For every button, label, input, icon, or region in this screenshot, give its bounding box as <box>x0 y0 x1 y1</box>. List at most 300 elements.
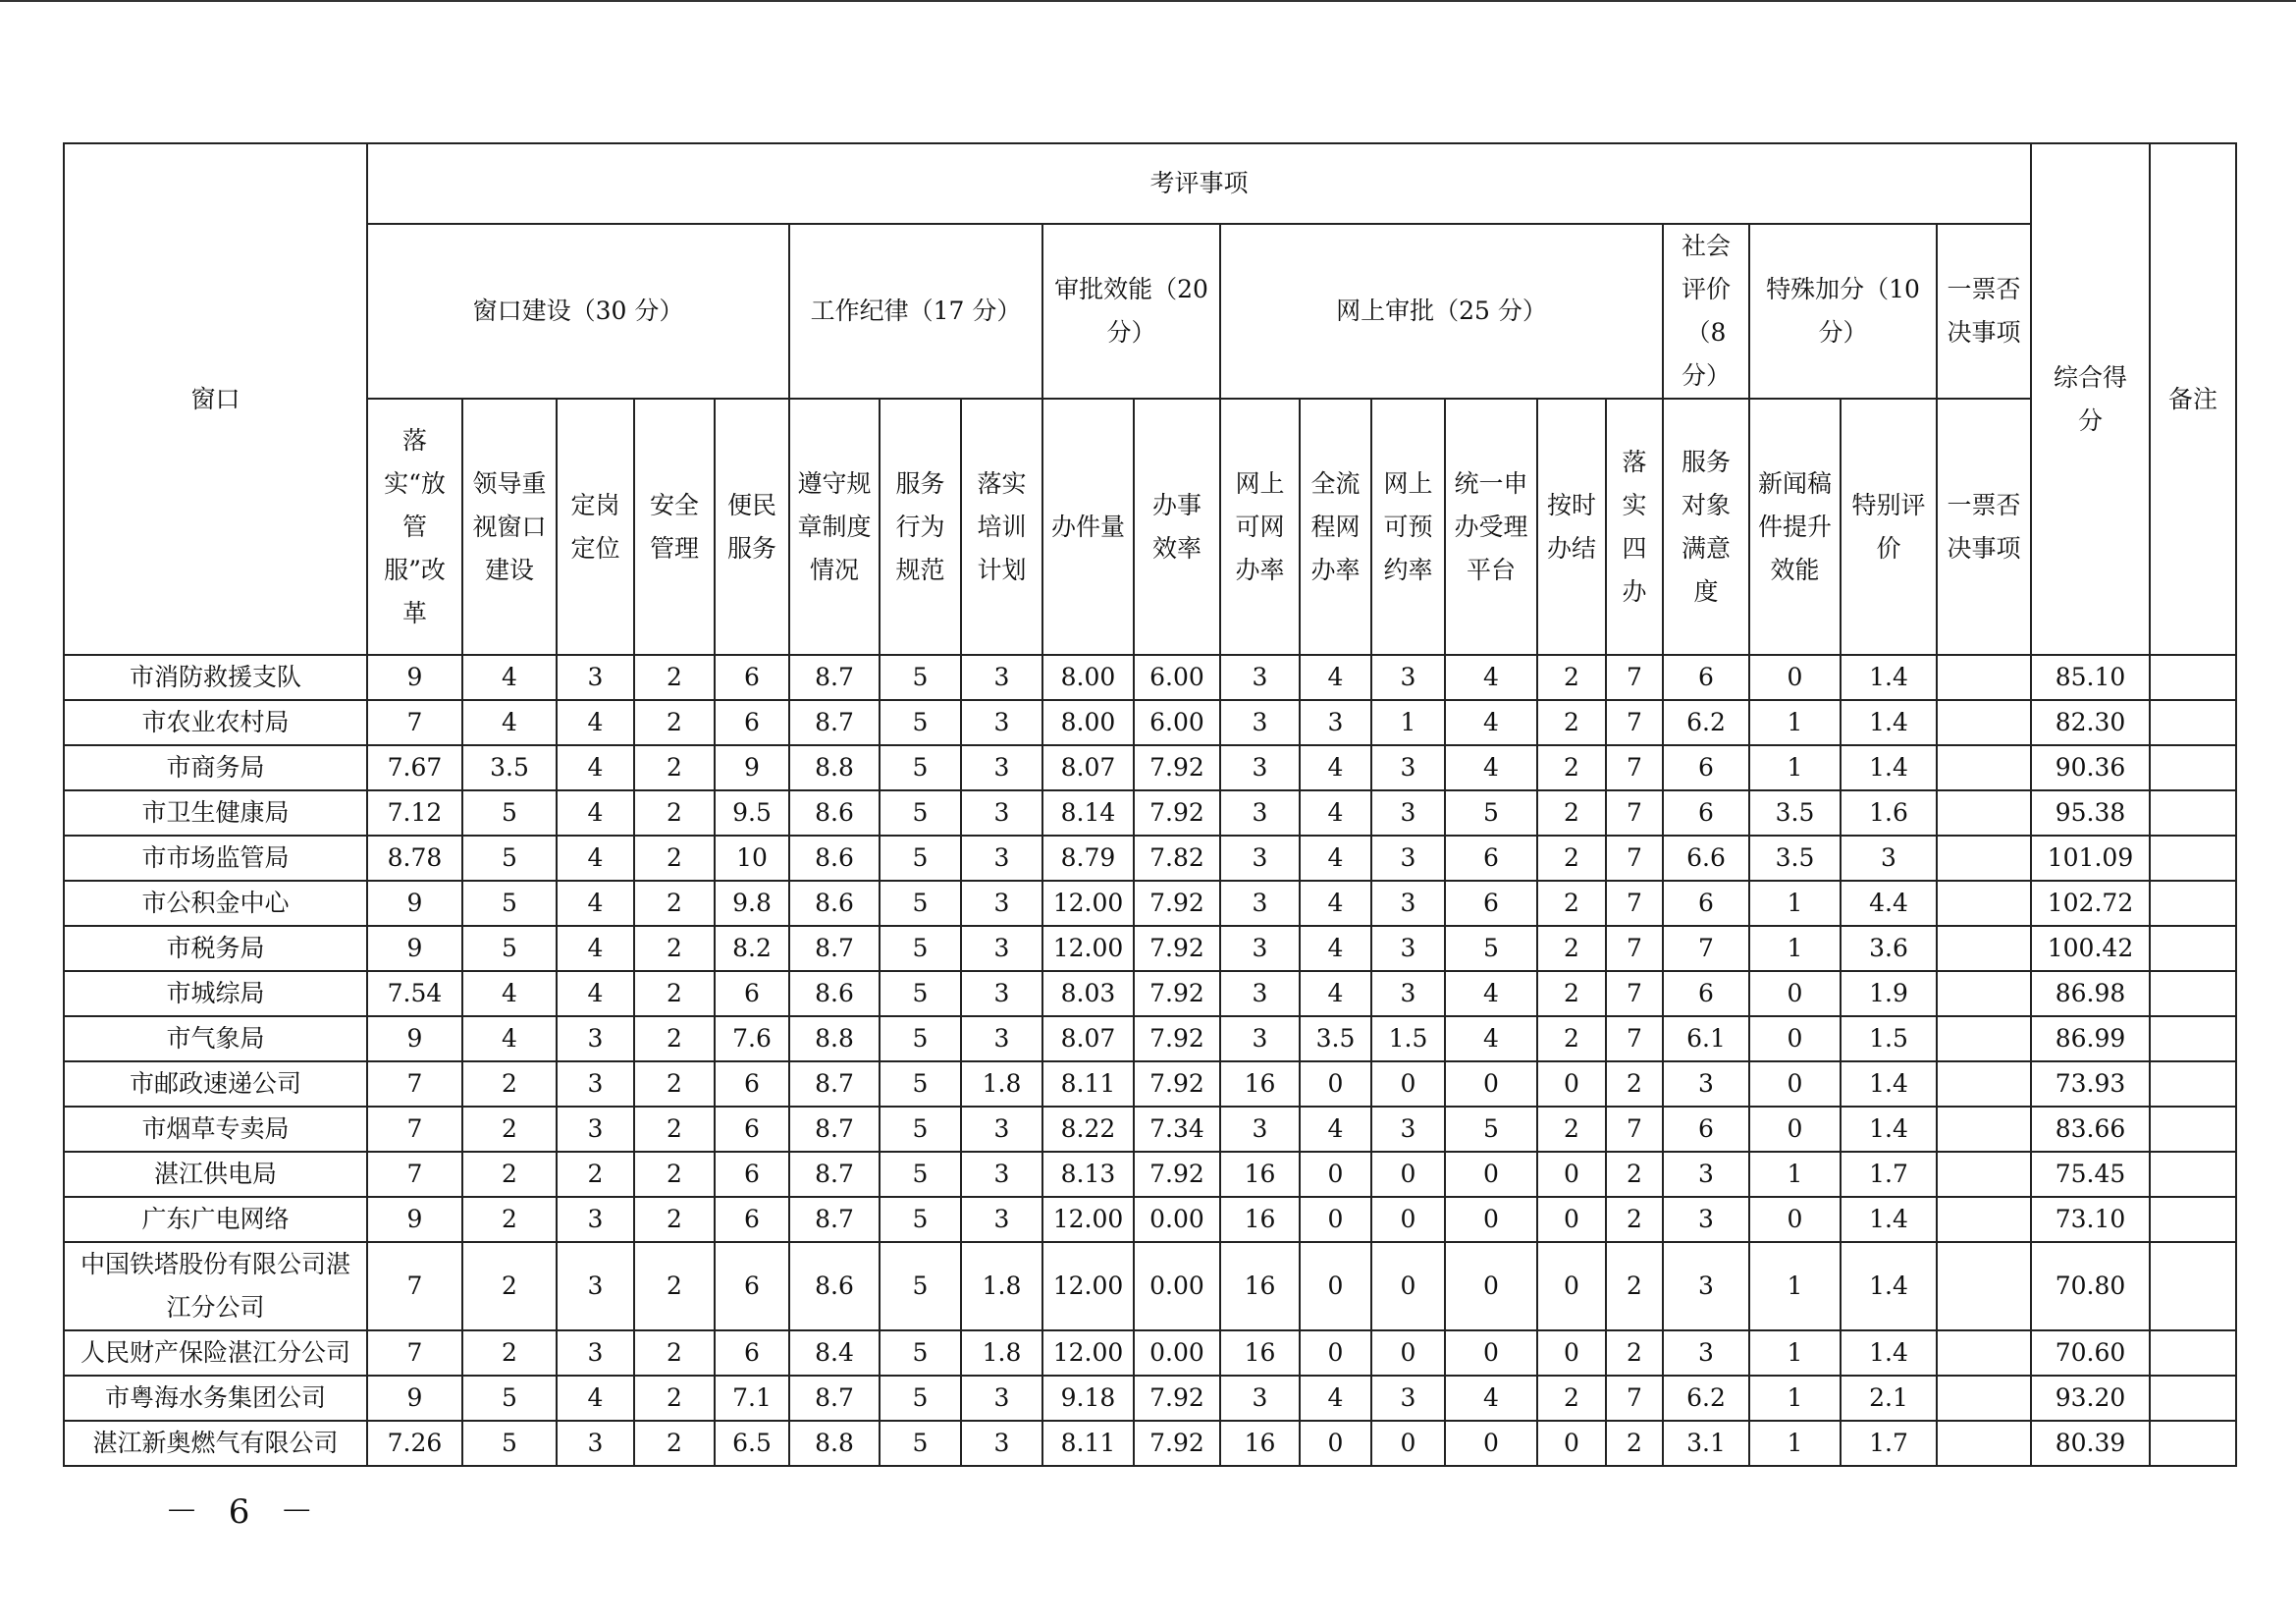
table-row <box>64 790 2236 836</box>
score-cell: 0.00 <box>1134 1242 1220 1330</box>
score-cell: 0 <box>1371 1242 1445 1330</box>
score-cell: 0 <box>1371 1330 1445 1376</box>
table-row <box>64 881 2236 926</box>
score-cell: 7 <box>1606 926 1663 971</box>
score-cell: 2 <box>634 655 715 700</box>
score-cell: 1.5 <box>1371 1016 1445 1061</box>
score-cell: 5 <box>880 836 961 881</box>
score-cell: 0 <box>1537 1242 1606 1330</box>
score-cell: 8.22 <box>1042 1107 1134 1152</box>
score-cell: 5 <box>880 1152 961 1197</box>
column-header: 特别评价 <box>1841 399 1937 655</box>
score-cell <box>1937 1016 2031 1061</box>
score-cell: 2 <box>1606 1061 1663 1107</box>
column-header: 全流程网办率 <box>1300 399 1371 655</box>
score-cell: 3 <box>1220 1376 1300 1421</box>
score-cell <box>1937 1330 2031 1376</box>
composite-score-cell: 93.20 <box>2031 1376 2150 1421</box>
score-cell: 2 <box>634 926 715 971</box>
score-cell: 4 <box>1300 790 1371 836</box>
score-cell: 5 <box>880 700 961 745</box>
score-cell: 12.00 <box>1042 1330 1134 1376</box>
score-cell: 12.00 <box>1042 881 1134 926</box>
score-cell: 5 <box>462 1376 557 1421</box>
page-number: － 6 － <box>165 1492 324 1532</box>
score-cell: 4 <box>1300 836 1371 881</box>
score-cell: 0 <box>1300 1152 1371 1197</box>
score-cell: 7 <box>1606 971 1663 1016</box>
score-cell: 8.03 <box>1042 971 1134 1016</box>
header-composite-score: 综合得分 <box>2031 143 2150 655</box>
score-cell: 2 <box>634 836 715 881</box>
score-cell: 3 <box>557 1197 634 1242</box>
score-cell: 2 <box>634 1197 715 1242</box>
remark-cell <box>2150 745 2236 790</box>
score-cell: 2 <box>634 1152 715 1197</box>
remark-cell <box>2150 1376 2236 1421</box>
row-window-name: 市农业农村局 <box>64 700 367 745</box>
score-cell: 1 <box>1749 1376 1841 1421</box>
score-cell: 2 <box>1537 926 1606 971</box>
score-cell: 4 <box>1300 1376 1371 1421</box>
score-cell: 6 <box>1663 881 1749 926</box>
score-cell: 6.1 <box>1663 1016 1749 1061</box>
score-cell: 16 <box>1220 1242 1300 1330</box>
header-window: 窗口 <box>64 143 367 655</box>
score-cell: 3 <box>961 926 1042 971</box>
score-cell: 7.34 <box>1134 1107 1220 1152</box>
score-cell: 2 <box>462 1152 557 1197</box>
score-cell: 3 <box>961 881 1042 926</box>
score-cell: 3 <box>1371 926 1445 971</box>
score-cell <box>1937 926 2031 971</box>
group-header-special-bonus: 特殊加分（10 分） <box>1749 224 1937 399</box>
score-cell: 3 <box>1663 1242 1749 1330</box>
score-cell: 2 <box>1537 836 1606 881</box>
score-cell: 3 <box>557 1107 634 1152</box>
score-cell: 4 <box>1445 745 1537 790</box>
table-row <box>64 1330 2236 1376</box>
score-cell: 3 <box>1220 655 1300 700</box>
header-row-1 <box>64 143 2236 224</box>
score-cell: 7 <box>1663 926 1749 971</box>
table-row <box>64 700 2236 745</box>
score-cell: 2 <box>557 1152 634 1197</box>
score-cell: 2 <box>634 1061 715 1107</box>
score-cell: 16 <box>1220 1197 1300 1242</box>
score-cell: 2 <box>634 1016 715 1061</box>
score-cell: 0 <box>1445 1330 1537 1376</box>
score-cell: 2 <box>462 1107 557 1152</box>
column-header: 便民服务 <box>715 399 789 655</box>
score-cell: 0 <box>1300 1242 1371 1330</box>
column-header: 新闻稿件提升效能 <box>1749 399 1841 655</box>
score-cell: 4 <box>462 700 557 745</box>
header-evaluation-items: 考评事项 <box>367 143 2031 224</box>
table-row <box>64 1197 2236 1242</box>
remark-cell <box>2150 881 2236 926</box>
composite-score-cell: 101.09 <box>2031 836 2150 881</box>
column-header: 办件量 <box>1042 399 1134 655</box>
score-cell: 3 <box>1220 881 1300 926</box>
score-cell: 1.4 <box>1841 745 1937 790</box>
score-cell <box>1937 1242 2031 1330</box>
score-cell: 0 <box>1537 1421 1606 1466</box>
score-cell: 8.2 <box>715 926 789 971</box>
score-cell: 5 <box>880 1376 961 1421</box>
score-cell <box>1937 1421 2031 1466</box>
table-row <box>64 926 2236 971</box>
score-cell: 0 <box>1537 1197 1606 1242</box>
score-cell <box>1937 745 2031 790</box>
score-cell: 3 <box>961 745 1042 790</box>
score-cell: 4 <box>557 881 634 926</box>
score-cell: 4 <box>557 926 634 971</box>
score-cell <box>1937 1061 2031 1107</box>
row-window-name: 市烟草专卖局 <box>64 1107 367 1152</box>
row-window-name: 市气象局 <box>64 1016 367 1061</box>
column-header: 落实四办 <box>1606 399 1663 655</box>
score-cell: 6 <box>715 971 789 1016</box>
score-cell <box>1937 881 2031 926</box>
row-window-name: 广东广电网络 <box>64 1197 367 1242</box>
score-cell: 1.4 <box>1841 1107 1937 1152</box>
score-cell: 8.4 <box>789 1330 880 1376</box>
remark-cell <box>2150 971 2236 1016</box>
score-cell: 3 <box>1371 836 1445 881</box>
score-cell: 9.8 <box>715 881 789 926</box>
score-cell: 2 <box>1537 971 1606 1016</box>
score-cell: 4 <box>557 1376 634 1421</box>
score-cell: 8.7 <box>789 700 880 745</box>
page-top-rule <box>0 0 2296 2</box>
score-cell: 4 <box>1445 1016 1537 1061</box>
column-header: 网上可网办率 <box>1220 399 1300 655</box>
score-cell: 6 <box>1663 745 1749 790</box>
composite-score-cell: 73.93 <box>2031 1061 2150 1107</box>
score-cell: 3 <box>557 1016 634 1061</box>
remark-cell <box>2150 1242 2236 1330</box>
score-cell: 16 <box>1220 1421 1300 1466</box>
score-cell: 2 <box>634 1330 715 1376</box>
score-cell: 7 <box>1606 745 1663 790</box>
score-cell: 7 <box>367 1061 462 1107</box>
score-cell: 1 <box>1749 881 1841 926</box>
score-cell: 4 <box>1445 971 1537 1016</box>
score-cell: 2 <box>1537 790 1606 836</box>
score-cell: 16 <box>1220 1061 1300 1107</box>
score-cell: 2 <box>1606 1421 1663 1466</box>
score-cell: 6 <box>715 1107 789 1152</box>
score-cell: 2 <box>634 790 715 836</box>
score-cell: 9 <box>367 655 462 700</box>
score-cell: 7.92 <box>1134 1061 1220 1107</box>
score-cell: 2 <box>634 1376 715 1421</box>
score-cell: 3 <box>961 700 1042 745</box>
score-cell: 3 <box>961 971 1042 1016</box>
score-cell: 9.5 <box>715 790 789 836</box>
composite-score-cell: 100.42 <box>2031 926 2150 971</box>
score-cell: 6 <box>1445 836 1537 881</box>
score-cell: 3 <box>1371 1107 1445 1152</box>
score-cell: 3 <box>1371 790 1445 836</box>
score-cell: 12.00 <box>1042 1197 1134 1242</box>
score-cell: 5 <box>880 1197 961 1242</box>
score-cell: 0 <box>1749 1197 1841 1242</box>
score-cell: 9 <box>367 881 462 926</box>
score-cell: 3 <box>1371 655 1445 700</box>
score-cell: 1.6 <box>1841 790 1937 836</box>
score-cell: 2 <box>1606 1197 1663 1242</box>
score-cell: 3 <box>1220 1107 1300 1152</box>
score-cell: 0 <box>1537 1330 1606 1376</box>
score-cell: 7.92 <box>1134 790 1220 836</box>
score-cell: 4 <box>1445 700 1537 745</box>
score-cell: 8.8 <box>789 745 880 790</box>
group-header-veto-items: 一票否决事项 <box>1937 224 2031 399</box>
score-cell: 6.2 <box>1663 700 1749 745</box>
score-cell: 8.7 <box>789 1061 880 1107</box>
column-header: 落实“放管服”改革 <box>367 399 462 655</box>
score-cell: 7 <box>367 1107 462 1152</box>
row-window-name: 中国铁塔股份有限公司湛江分公司 <box>64 1242 367 1330</box>
score-cell: 0 <box>1749 655 1841 700</box>
table-row <box>64 1061 2236 1107</box>
evaluation-score-table <box>63 142 2237 1467</box>
score-cell: 2 <box>462 1061 557 1107</box>
score-cell: 0 <box>1300 1330 1371 1376</box>
score-cell: 0 <box>1749 1061 1841 1107</box>
column-header: 统一申办受理平台 <box>1445 399 1537 655</box>
score-cell: 6 <box>1663 971 1749 1016</box>
score-cell: 8.7 <box>789 655 880 700</box>
score-cell: 10 <box>715 836 789 881</box>
score-cell: 4 <box>1300 926 1371 971</box>
score-cell: 0 <box>1445 1242 1537 1330</box>
score-cell: 3.5 <box>1749 836 1841 881</box>
score-cell: 0 <box>1371 1197 1445 1242</box>
remark-cell <box>2150 1197 2236 1242</box>
table-row <box>64 655 2236 700</box>
score-cell: 4 <box>1300 745 1371 790</box>
score-cell: 7 <box>1606 790 1663 836</box>
score-cell: 8.8 <box>789 1016 880 1061</box>
remark-cell <box>2150 700 2236 745</box>
table-row <box>64 1152 2236 1197</box>
score-cell: 0 <box>1749 971 1841 1016</box>
score-cell: 3 <box>961 836 1042 881</box>
score-cell: 7.92 <box>1134 1421 1220 1466</box>
score-cell: 2 <box>1537 655 1606 700</box>
remark-cell <box>2150 1152 2236 1197</box>
column-header: 领导重视窗口建设 <box>462 399 557 655</box>
remark-cell <box>2150 655 2236 700</box>
score-cell: 3 <box>961 1197 1042 1242</box>
score-cell: 5 <box>880 1016 961 1061</box>
score-cell: 1 <box>1749 926 1841 971</box>
score-cell: 0 <box>1445 1421 1537 1466</box>
score-cell: 7 <box>367 1152 462 1197</box>
score-cell: 1.4 <box>1841 1197 1937 1242</box>
score-cell: 7 <box>367 1242 462 1330</box>
score-cell: 7.92 <box>1134 926 1220 971</box>
score-cell: 5 <box>880 655 961 700</box>
score-cell: 4.4 <box>1841 881 1937 926</box>
row-window-name: 市消防救援支队 <box>64 655 367 700</box>
row-window-name: 市商务局 <box>64 745 367 790</box>
score-cell: 3.1 <box>1663 1421 1749 1466</box>
score-cell: 4 <box>462 971 557 1016</box>
score-cell: 7.6 <box>715 1016 789 1061</box>
score-cell: 7.67 <box>367 745 462 790</box>
score-cell: 2 <box>634 881 715 926</box>
score-cell: 1.7 <box>1841 1421 1937 1466</box>
score-cell: 4 <box>462 655 557 700</box>
remark-cell <box>2150 1061 2236 1107</box>
score-cell: 7 <box>1606 836 1663 881</box>
score-cell: 4 <box>1445 655 1537 700</box>
score-cell: 6 <box>715 1330 789 1376</box>
score-cell: 3 <box>1220 836 1300 881</box>
score-cell: 8.11 <box>1042 1421 1134 1466</box>
score-cell <box>1937 700 2031 745</box>
score-cell: 2 <box>634 1107 715 1152</box>
score-cell: 8.6 <box>789 790 880 836</box>
score-cell: 8.8 <box>789 1421 880 1466</box>
score-cell: 9 <box>715 745 789 790</box>
score-cell: 2.1 <box>1841 1376 1937 1421</box>
score-cell: 1 <box>1749 745 1841 790</box>
score-cell: 5 <box>462 926 557 971</box>
column-header: 服务对象满意度 <box>1663 399 1749 655</box>
score-cell: 2 <box>634 700 715 745</box>
column-header: 网上可预约率 <box>1371 399 1445 655</box>
score-cell <box>1937 1197 2031 1242</box>
score-cell: 9 <box>367 1376 462 1421</box>
table-row <box>64 1242 2236 1330</box>
score-cell: 8.6 <box>789 971 880 1016</box>
score-cell: 7.82 <box>1134 836 1220 881</box>
column-header: 定岗定位 <box>557 399 634 655</box>
score-cell: 7 <box>367 1330 462 1376</box>
score-cell <box>1937 836 2031 881</box>
composite-score-cell: 95.38 <box>2031 790 2150 836</box>
composite-score-cell: 83.66 <box>2031 1107 2150 1152</box>
composite-score-cell: 73.10 <box>2031 1197 2150 1242</box>
score-cell: 4 <box>557 745 634 790</box>
score-cell <box>1937 1107 2031 1152</box>
score-cell: 7.92 <box>1134 971 1220 1016</box>
score-cell: 6 <box>715 655 789 700</box>
score-cell: 1 <box>1749 1242 1841 1330</box>
score-cell: 8.07 <box>1042 1016 1134 1061</box>
score-cell: 3 <box>1371 971 1445 1016</box>
group-header-online-approval: 网上审批（25 分） <box>1220 224 1663 399</box>
score-cell: 5 <box>462 1421 557 1466</box>
score-cell: 2 <box>1606 1152 1663 1197</box>
score-cell: 3 <box>961 1376 1042 1421</box>
score-cell: 5 <box>1445 790 1537 836</box>
score-cell: 3 <box>961 1107 1042 1152</box>
score-cell: 9.18 <box>1042 1376 1134 1421</box>
score-cell: 4 <box>1300 971 1371 1016</box>
score-cell: 8.6 <box>789 881 880 926</box>
score-cell: 2 <box>634 1421 715 1466</box>
score-cell: 3.6 <box>1841 926 1937 971</box>
score-cell: 2 <box>1537 881 1606 926</box>
score-cell: 7.92 <box>1134 881 1220 926</box>
table-row <box>64 745 2236 790</box>
score-cell: 5 <box>462 836 557 881</box>
score-cell: 6.00 <box>1134 700 1220 745</box>
score-cell: 0 <box>1445 1152 1537 1197</box>
remark-cell <box>2150 790 2236 836</box>
score-cell: 0 <box>1300 1421 1371 1466</box>
score-cell: 1 <box>1749 1421 1841 1466</box>
score-cell: 1 <box>1749 1330 1841 1376</box>
score-cell: 9 <box>367 926 462 971</box>
row-window-name: 市公积金中心 <box>64 881 367 926</box>
column-header: 一票否决事项 <box>1937 399 2031 655</box>
score-cell: 3.5 <box>1300 1016 1371 1061</box>
score-cell: 0 <box>1445 1061 1537 1107</box>
score-cell: 5 <box>1445 926 1537 971</box>
score-cell: 6.2 <box>1663 1376 1749 1421</box>
score-cell: 8.14 <box>1042 790 1134 836</box>
score-cell: 6 <box>1663 790 1749 836</box>
score-cell: 7.92 <box>1134 1152 1220 1197</box>
score-cell: 1.8 <box>961 1330 1042 1376</box>
score-cell: 7.92 <box>1134 1376 1220 1421</box>
score-cell: 0 <box>1371 1152 1445 1197</box>
score-cell: 3.5 <box>1749 790 1841 836</box>
score-cell: 2 <box>462 1330 557 1376</box>
row-window-name: 湛江新奥燃气有限公司 <box>64 1421 367 1466</box>
composite-score-cell: 90.36 <box>2031 745 2150 790</box>
composite-score-cell: 80.39 <box>2031 1421 2150 1466</box>
score-cell: 2 <box>1537 1376 1606 1421</box>
table-row <box>64 1421 2236 1466</box>
row-window-name: 市卫生健康局 <box>64 790 367 836</box>
score-cell: 0 <box>1749 1107 1841 1152</box>
score-cell: 16 <box>1220 1152 1300 1197</box>
score-cell: 4 <box>557 971 634 1016</box>
group-header-window-construction: 窗口建设（30 分） <box>367 224 789 399</box>
score-cell: 5 <box>880 1107 961 1152</box>
score-cell: 8.6 <box>789 1242 880 1330</box>
score-cell: 8.7 <box>789 1107 880 1152</box>
remark-cell <box>2150 1421 2236 1466</box>
score-cell: 1.4 <box>1841 1242 1937 1330</box>
score-cell: 7 <box>367 700 462 745</box>
composite-score-cell: 102.72 <box>2031 881 2150 926</box>
score-cell: 5 <box>880 1061 961 1107</box>
group-header-work-discipline: 工作纪律（17 分） <box>789 224 1042 399</box>
header-remarks: 备注 <box>2150 143 2236 655</box>
column-header: 服务行为规范 <box>880 399 961 655</box>
score-cell: 3 <box>1663 1330 1749 1376</box>
score-cell: 5 <box>880 1330 961 1376</box>
score-cell: 7.12 <box>367 790 462 836</box>
score-cell: 8.79 <box>1042 836 1134 881</box>
score-cell: 1.8 <box>961 1061 1042 1107</box>
column-header: 按时办结 <box>1537 399 1606 655</box>
table-row <box>64 971 2236 1016</box>
score-cell: 3 <box>1663 1197 1749 1242</box>
score-cell: 3.5 <box>462 745 557 790</box>
remark-cell <box>2150 926 2236 971</box>
score-cell: 7.92 <box>1134 745 1220 790</box>
